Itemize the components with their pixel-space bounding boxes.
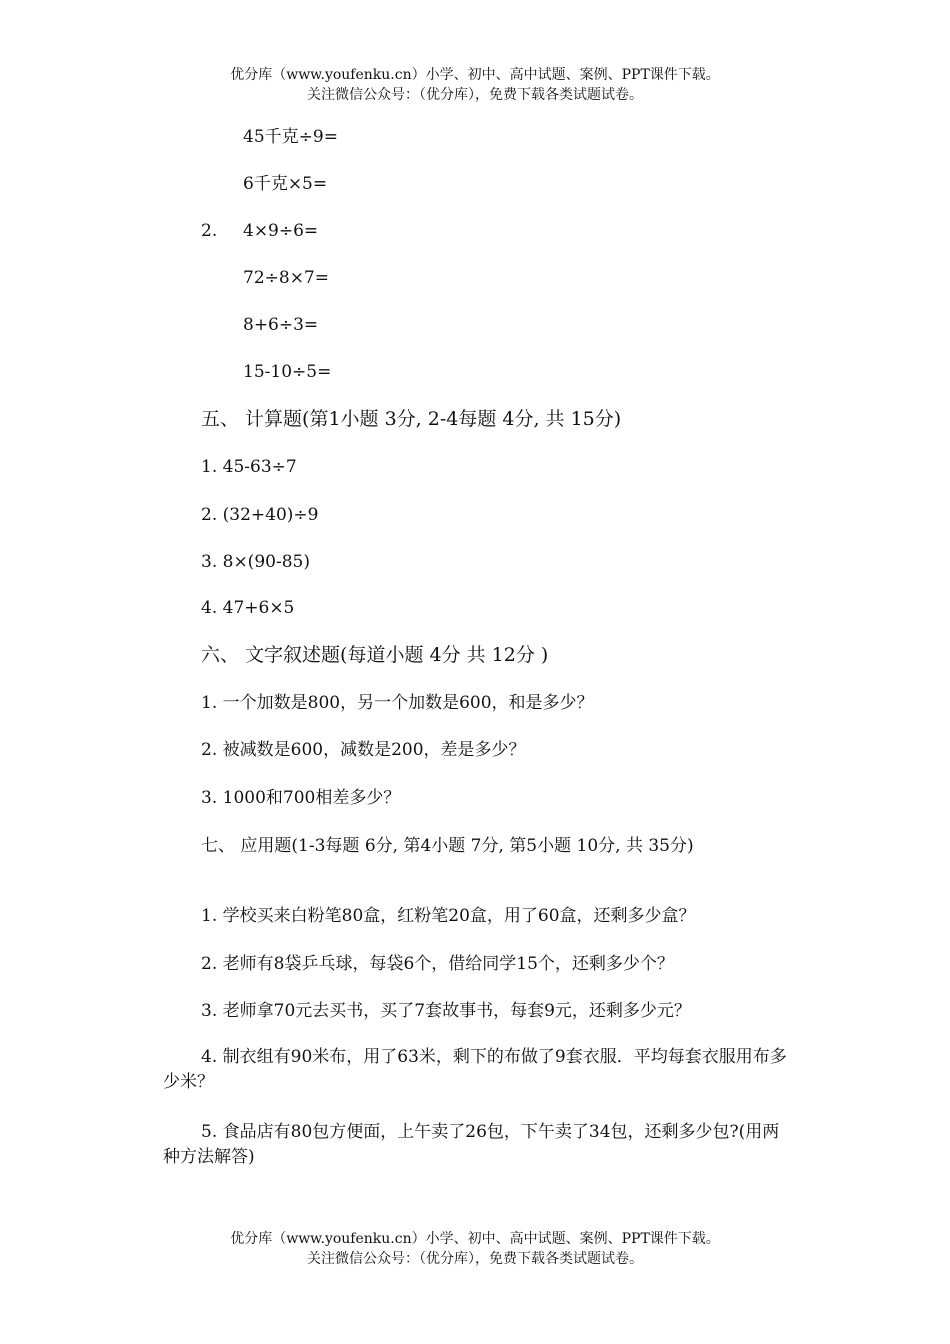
section-7-item: 1. 学校买来白粉笔80盒，红粉笔20盒，用了60盒，还剩多少盒？ bbox=[201, 906, 696, 926]
section-5-item: 2. (32+40)÷9 bbox=[201, 505, 319, 525]
calc-item: 6千克×5= bbox=[243, 174, 328, 194]
section-6-item: 3. 1000和700相差多少？ bbox=[201, 788, 401, 808]
footer-line-2: 关注微信公众号：（优分库），免费下载各类试题试卷。 bbox=[307, 1251, 643, 1267]
calc-item: 72÷8×7= bbox=[243, 268, 329, 288]
calc-item: 8+6÷3= bbox=[243, 315, 319, 335]
header-line-1: 优分库（www.youfenku.cn）小学、初中、高中试题、案例、PPT课件下载。 bbox=[230, 67, 720, 83]
header-line-2: 关注微信公众号：（优分库），免费下载各类试题试卷。 bbox=[307, 87, 643, 103]
calc-item: 15-10÷5= bbox=[243, 362, 332, 382]
section-5-item: 1. 45-63÷7 bbox=[201, 457, 297, 477]
calc-item: 45千克÷9= bbox=[243, 127, 338, 147]
footer-line-1: 优分库（www.youfenku.cn）小学、初中、高中试题、案例、PPT课件下载。 bbox=[230, 1231, 720, 1247]
section-7-item: 5. 食品店有80包方便面，上午卖了26包，下午卖了34包，还剩多少包?(用两种方法解答) bbox=[163, 1122, 780, 1167]
section-7-item: 4. 制衣组有90米布，用了63米，剩下的布做了9套衣服．平均每套衣服用布多少米？ bbox=[163, 1047, 787, 1092]
section-6-item: 1. 一个加数是800，另一个加数是600，和是多少？ bbox=[201, 693, 594, 713]
item-number: 2. bbox=[201, 221, 218, 241]
section-6-title: 六、 文字叙述题(每道小题 4分 共 12分 ) bbox=[201, 644, 549, 666]
section-7-item: 3. 老师拿70元去买书，买了7套故事书，每套9元，还剩多少元？ bbox=[201, 1001, 691, 1021]
section-7-item: 2. 老师有8袋乒乓球，每袋6个，借给同学15个，还剩多少个？ bbox=[201, 954, 674, 974]
calc-item: 4×9÷6= bbox=[243, 221, 319, 241]
section-7-title: 七、 应用题(1-3每题 6分, 第4小题 7分, 第5小题 10分, 共 35分) bbox=[201, 836, 694, 856]
section-5-item: 4. 47+6×5 bbox=[201, 598, 295, 618]
section-5-title: 五、 计算题(第1小题 3分, 2-4每题 4分, 共 15分) bbox=[201, 408, 622, 430]
section-5-item: 3. 8×(90-85) bbox=[201, 552, 310, 572]
section-6-item: 2. 被减数是600，减数是200，差是多少？ bbox=[201, 740, 526, 760]
